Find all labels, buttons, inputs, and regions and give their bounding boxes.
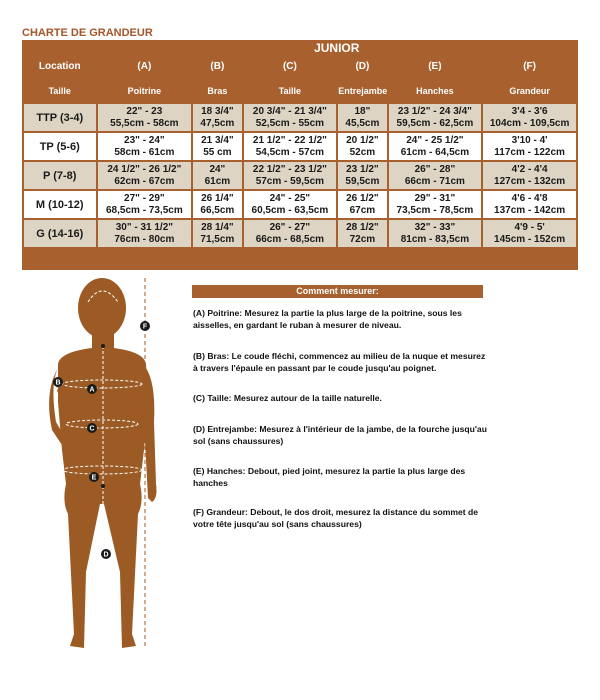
body-figure: [40, 272, 190, 667]
measure-cell: [193, 133, 241, 160]
imperial-value: 18": [354, 105, 371, 117]
imperial-value: 24" - 25 1/2": [406, 134, 464, 146]
measure-cell: [483, 133, 576, 160]
imperial-value: 28 1/4": [201, 221, 234, 233]
imperial-value: 20 3/4" - 21 3/4": [252, 105, 327, 117]
metric-value: 52,5cm - 55cm: [255, 117, 325, 129]
imperial-value: 4'6 - 4'8: [511, 192, 548, 204]
metric-value: 59,5cm: [345, 175, 380, 187]
table-row: [24, 191, 576, 218]
imperial-value: 26 1/4": [201, 192, 234, 204]
metric-value: 66cm - 71cm: [404, 175, 465, 187]
imperial-value: 24" - 25": [269, 192, 311, 204]
measure-cell: [244, 191, 337, 218]
metric-value: 71,5cm: [200, 233, 235, 245]
measure-cell: [244, 162, 337, 189]
table-row: [24, 133, 576, 160]
letter-d: (D): [355, 61, 370, 72]
imperial-value: 23 1/2" - 24 3/4": [397, 105, 472, 117]
metric-value: 67cm: [349, 204, 376, 216]
imperial-value: 27" - 29": [124, 192, 165, 204]
imperial-value: 23 1/2": [346, 163, 379, 175]
size-chart: [22, 40, 578, 270]
metric-value: 73,5cm - 78,5cm: [396, 204, 474, 216]
header-bras: Bras: [207, 86, 228, 96]
imperial-value: 22 1/2" - 23 1/2": [252, 163, 327, 175]
metric-value: 60,5cm - 63,5cm: [251, 204, 329, 216]
metric-value: 58cm - 61cm: [114, 146, 175, 158]
measure-cell: [244, 220, 337, 247]
metric-value: 127cm - 132cm: [494, 175, 566, 187]
measure-cell: [193, 191, 241, 218]
measure-cell: [98, 191, 192, 218]
letter-a: (A): [137, 61, 152, 72]
marker-b: B: [55, 379, 61, 387]
metric-value: 104cm - 109,5cm: [489, 117, 570, 129]
metric-value: 145cm - 152cm: [494, 233, 566, 245]
measure-cell: [338, 191, 386, 218]
metric-value: 137cm - 142cm: [494, 204, 566, 216]
imperial-value: 3'4 - 3'6: [511, 105, 548, 117]
marker-a: A: [89, 386, 95, 394]
imperial-value: 3'10 - 4': [511, 134, 548, 146]
metric-value: 66cm - 68,5cm: [255, 233, 325, 245]
header-poitrine: Poitrine: [127, 86, 162, 96]
instruction-grandeur: (F) Grandeur: Debout, le dos droit, mesurez la distance du sommet de votre tête jusqu'au sol (sans chaussures): [193, 507, 479, 529]
header-grandeur: Grandeur: [509, 86, 550, 96]
size-table: [22, 40, 578, 263]
measure-cell: [98, 133, 192, 160]
imperial-value: 4'2 - 4'4: [511, 163, 548, 175]
imperial-value: 29" - 31": [414, 192, 456, 204]
instruction-hanches: (E) Hanches: Debout, pied joint, mesurez la partie la plus large des hanches: [193, 466, 466, 488]
measure-cell: [98, 220, 192, 247]
measure-cell: [389, 104, 482, 131]
measure-cell: [244, 104, 337, 131]
size-cell: TTP (3-4): [24, 104, 96, 131]
measure-cell: [338, 133, 386, 160]
marker-c: C: [89, 425, 95, 433]
measure-cell: [389, 191, 482, 218]
imperial-value: 22" - 23: [126, 105, 163, 117]
measure-cell: [483, 162, 576, 189]
instruction-poitrine: (A) Poitrine: Mesurez la partie la plus large de la poitrine, sous les aisselles, en gardant le ruban à mesurer de niveau.: [193, 308, 462, 330]
metric-value: 117cm - 122cm: [494, 146, 565, 158]
measure-cell: [483, 191, 576, 218]
header-entrejambe: Entrejambe: [338, 86, 388, 96]
metric-value: 47,5cm: [200, 117, 235, 129]
imperial-value: 26 1/2": [346, 192, 379, 204]
measure-cell: [193, 220, 241, 247]
marker-d: D: [103, 551, 109, 559]
size-cell: P (7-8): [24, 162, 96, 189]
measure-cell: [483, 104, 576, 131]
imperial-value: 21 1/2" - 22 1/2": [252, 134, 327, 146]
metric-value: 61cm: [204, 175, 231, 187]
imperial-value: 18 3/4": [201, 105, 234, 117]
table-row: [24, 162, 576, 189]
measure-cell: [389, 162, 482, 189]
metric-value: 61cm - 64,5cm: [400, 146, 470, 158]
imperial-value: 26" - 27": [269, 221, 311, 233]
measure-cell: [338, 162, 386, 189]
imperial-value: 23" - 24": [124, 134, 165, 146]
metric-value: 52cm: [349, 146, 376, 158]
imperial-value: 21 3/4": [201, 134, 234, 146]
imperial-value: 4'9 - 5': [514, 221, 545, 233]
table-row: [24, 220, 576, 247]
letter-c: (C): [282, 61, 297, 72]
metric-value: 68,5cm - 73,5cm: [106, 204, 183, 216]
imperial-value: 24 1/2" - 26 1/2": [107, 163, 182, 175]
header-taille: Taille: [278, 86, 302, 96]
measure-cell: [338, 220, 386, 247]
metric-value: 55,5cm - 58cm: [110, 117, 179, 129]
howto-heading: Comment mesurer:: [192, 285, 483, 298]
letter-e: (E): [428, 61, 442, 72]
measure-cell: [338, 104, 386, 131]
instruction-entrejambe: (D) Entrejambe: Mesurez à l'intérieur de la jambe, de la fourche jusqu'au sol (sans chaussures): [193, 424, 487, 446]
marker-e: E: [91, 474, 97, 482]
size-column-header: Taille: [48, 86, 71, 96]
table-row: [24, 104, 576, 131]
size-cell: TP (5-6): [24, 133, 96, 160]
measure-cell: [193, 104, 241, 131]
metric-value: 81cm - 83,5cm: [400, 233, 470, 245]
location-label: Location: [38, 61, 81, 72]
imperial-value: 26" - 28": [414, 163, 456, 175]
size-cell: G (14-16): [24, 220, 96, 247]
imperial-value: 28 1/2": [346, 221, 379, 233]
imperial-value: 24": [209, 163, 226, 175]
instruction-taille: (C) Taille: Mesurez autour de la taille naturelle.: [193, 393, 382, 403]
size-cell: M (10-12): [24, 191, 96, 218]
header-hanches: Hanches: [416, 86, 454, 96]
marker-f: F: [142, 323, 148, 331]
metric-value: 62cm - 67cm: [114, 175, 175, 187]
imperial-value: 20 1/2": [346, 134, 379, 146]
metric-value: 54,5cm - 57cm: [255, 146, 325, 158]
metric-value: 57cm - 59,5cm: [255, 175, 325, 187]
metric-value: 66,5cm: [200, 204, 235, 216]
metric-value: 55 cm: [203, 146, 232, 158]
measure-cell: [244, 133, 337, 160]
group-title: JUNIOR: [314, 41, 360, 55]
measure-cell: [483, 220, 576, 247]
imperial-value: 32" - 33": [414, 221, 456, 233]
metric-value: 59,5cm - 62,5cm: [396, 117, 474, 129]
measure-cell: [389, 133, 482, 160]
measure-cell: [389, 220, 482, 247]
metric-value: 72cm: [349, 233, 376, 245]
metric-value: 76cm - 80cm: [114, 233, 175, 245]
letter-f: (F): [523, 61, 536, 72]
measure-cell: [98, 162, 192, 189]
page-title: CHARTE DE GRANDEUR: [22, 27, 153, 39]
instruction-bras: (B) Bras: Le coude fléchi, commencez au milieu de la nuque et mesurez à travers l'épaule en passant par le coude jusqu'au poignet.: [193, 351, 486, 373]
metric-value: 45,5cm: [345, 117, 380, 129]
measure-cell: [193, 162, 241, 189]
imperial-value: 30" - 31 1/2": [115, 221, 173, 233]
letter-b: (B): [210, 61, 225, 72]
measure-cell: [98, 104, 192, 131]
